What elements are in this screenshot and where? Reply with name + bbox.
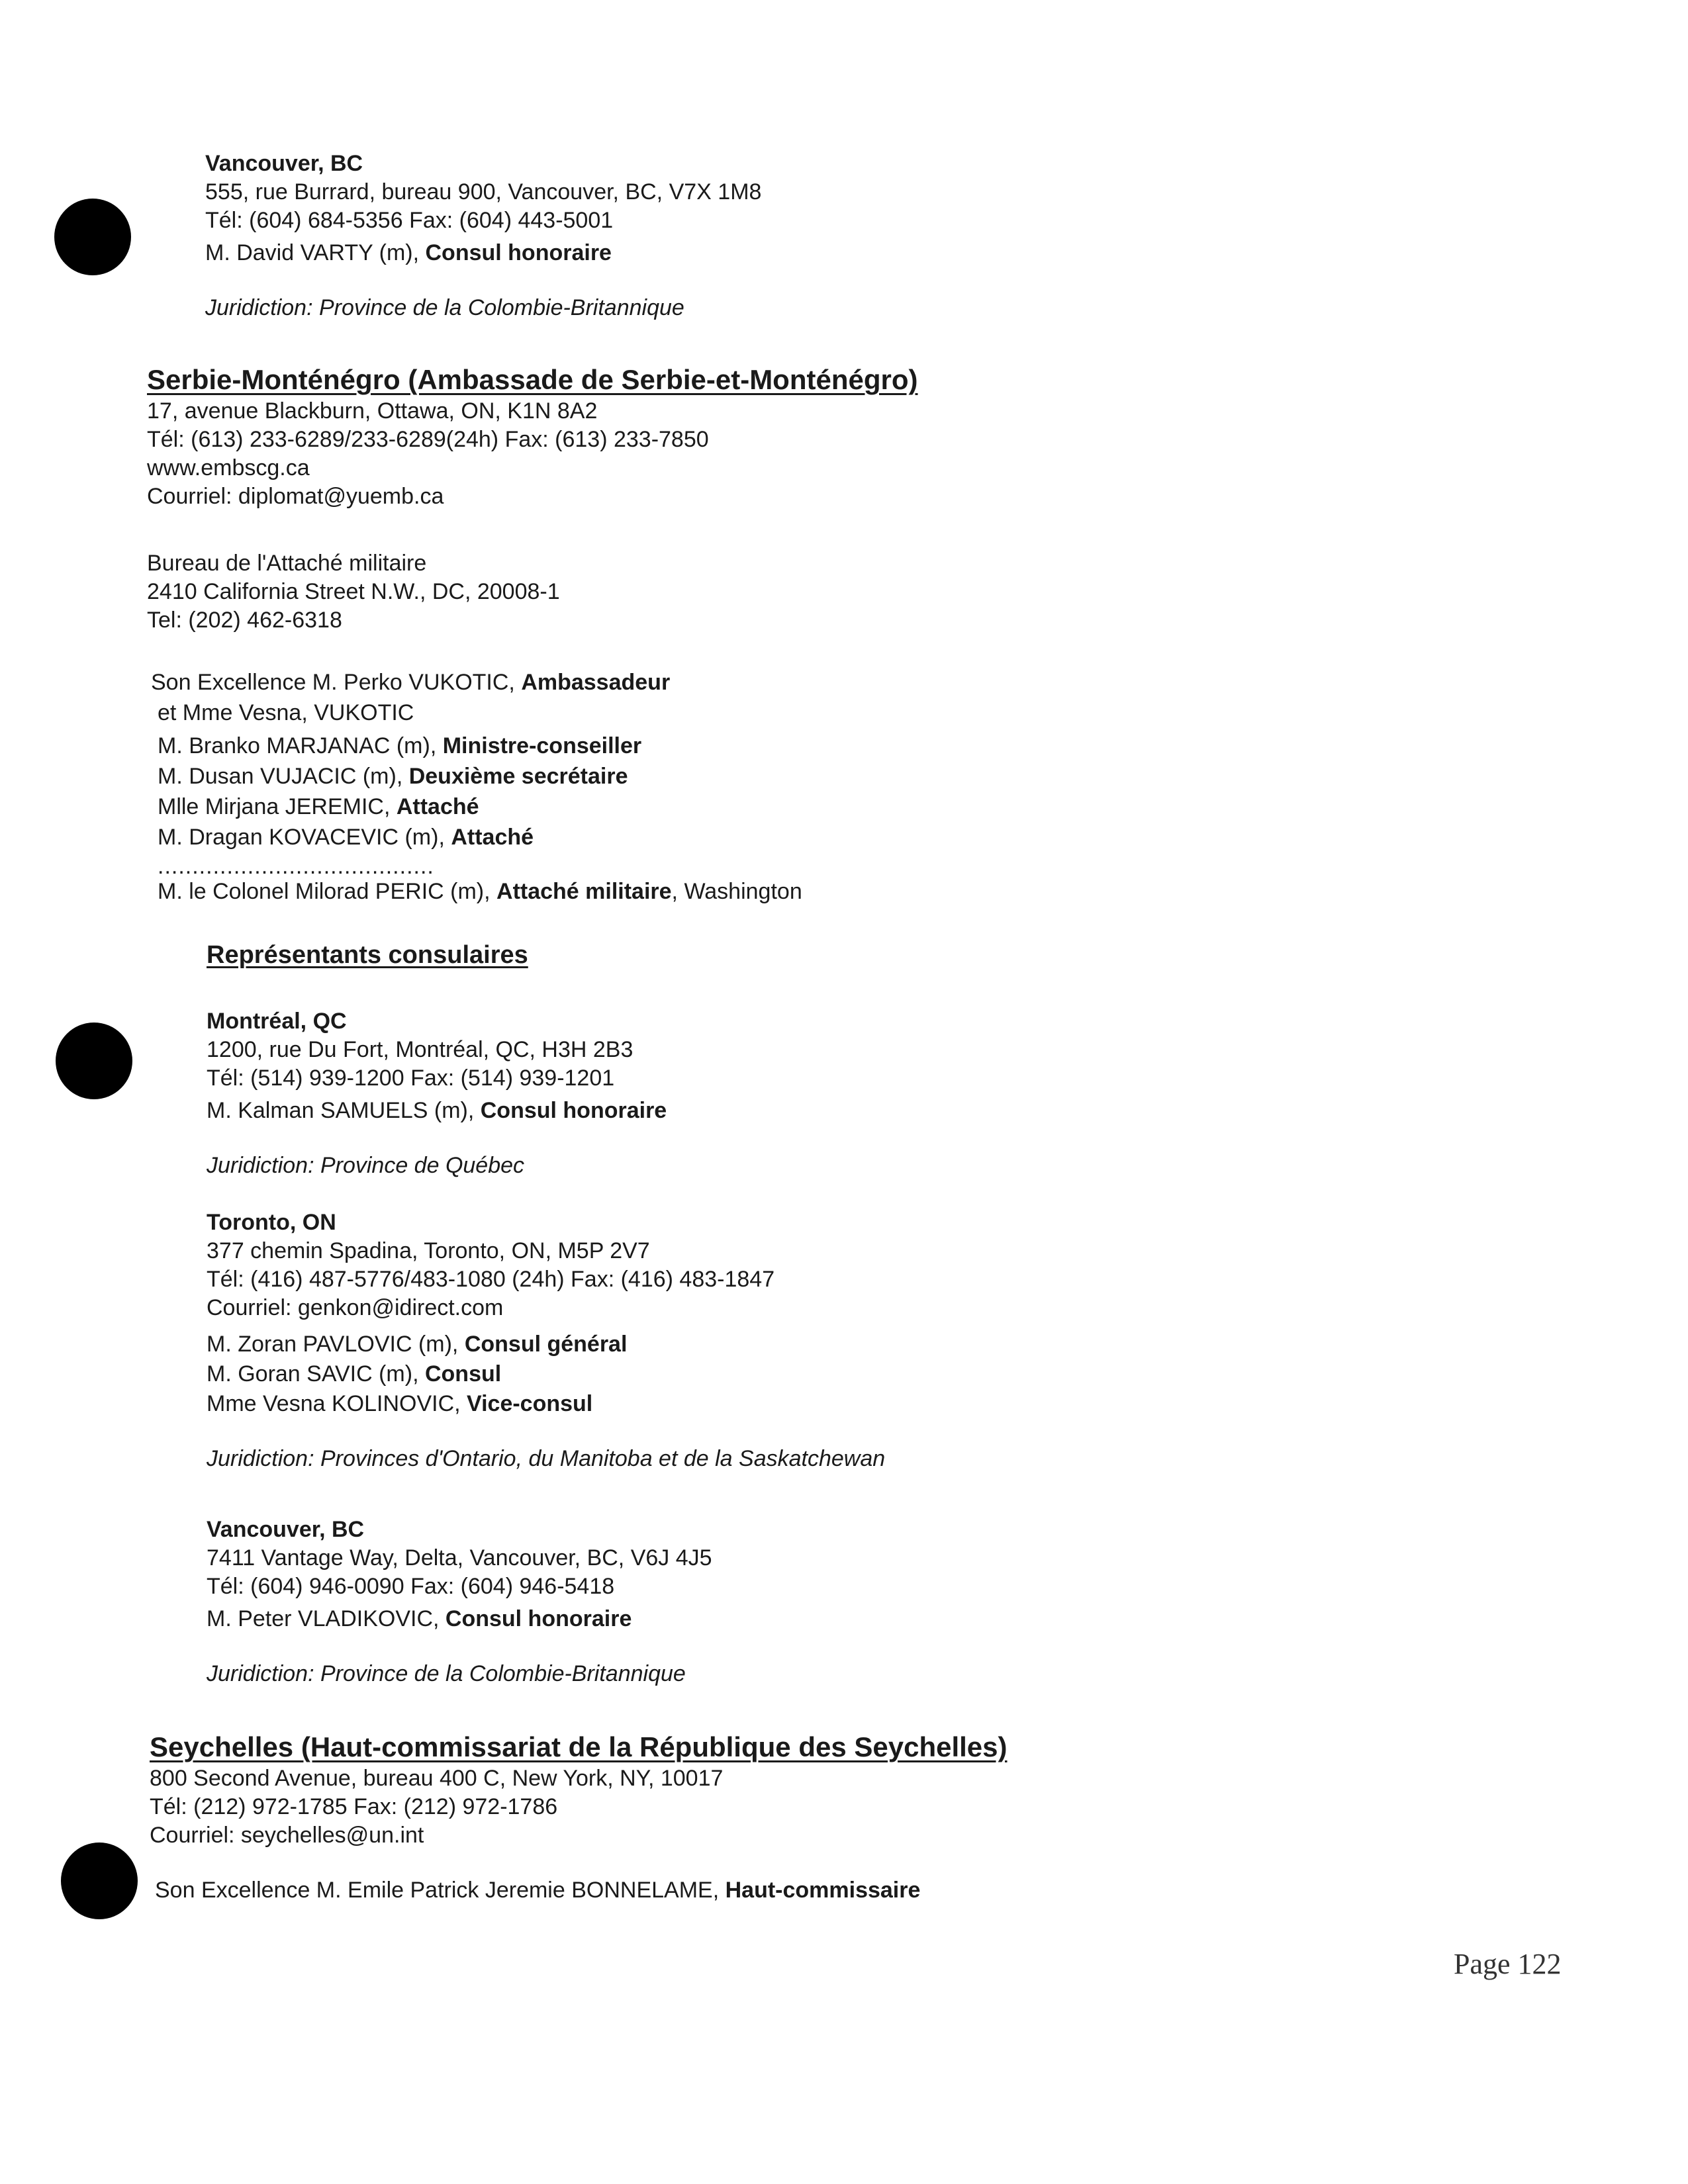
address: 17, avenue Blackburn, Ottawa, ON, K1N 8A2 (147, 398, 598, 424)
jurisdiction: Juridiction: Provinces d'Ontario, du Manitoba et de la Saskatchewan (207, 1446, 886, 1471)
person-title: Consul honoraire (425, 240, 612, 265)
staff-entry (151, 731, 802, 761)
person-entry (207, 1330, 885, 1359)
staff-title: Deuxième secrétaire (408, 764, 628, 789)
person-name: Mme Vesna KOLINOVIC, (207, 1391, 467, 1416)
phone-fax: Tél: (514) 939-1200 Fax: (514) 939-1201 (207, 1066, 615, 1091)
staff-name: et Mme Vesna, VUKOTIC (158, 700, 414, 725)
address: 1200, rue Du Fort, Montréal, QC, H3H 2B3 (207, 1037, 633, 1062)
staff-title: Attaché militaire (496, 879, 672, 904)
military-attache-entry (151, 876, 802, 907)
staff-list (151, 667, 802, 907)
person-title: Consul (424, 1361, 502, 1387)
person-entry (207, 1390, 885, 1418)
address: 377 chemin Spadina, Toronto, ON, M5P 2V7 (207, 1238, 650, 1263)
person-title: Vice-consul (467, 1391, 593, 1416)
punch-hole-bottom (61, 1843, 138, 1919)
staff-entry (151, 667, 802, 698)
military-office (147, 549, 560, 635)
person-entry (207, 1605, 712, 1633)
phone-fax: Tél: (604) 946-0090 Fax: (604) 946-5418 (207, 1574, 615, 1599)
phone-fax: Tél: (604) 684-5356 Fax: (604) 443-5001 (205, 208, 614, 233)
city-heading: Toronto, ON (207, 1210, 336, 1235)
staff-entry (151, 761, 802, 792)
page-number: Page 122 (1454, 1948, 1562, 1980)
phone-fax: Tél: (212) 972-1785 Fax: (212) 972-1786 (150, 1794, 558, 1819)
country-heading: Serbie-Monténégro (Ambassade de Serbie-et-Monténégro) (147, 364, 918, 395)
address: 7411 Vantage Way, Delta, Vancouver, BC, V6J 4J5 (207, 1545, 712, 1570)
person-name: Son Excellence M. Emile Patrick Jeremie BONNELAME, (155, 1878, 726, 1903)
consulate-montreal (207, 1007, 667, 1180)
staff-name: M. le Colonel Milorad PERIC (m), (158, 879, 497, 904)
address: 555, rue Burrard, bureau 900, Vancouver, BC, V7X 1M8 (205, 179, 762, 205)
consular-heading: Représentants consulaires (207, 941, 528, 969)
dotted-separator: ........................................ (158, 854, 434, 879)
staff-name: M. Dusan VUJACIC (m), (158, 764, 409, 789)
staff-name: Mlle Mirjana JEREMIC, (158, 794, 397, 819)
phone: Tel: (202) 462-6318 (147, 608, 342, 633)
punch-hole-middle (56, 1023, 132, 1099)
staff-entry (151, 792, 802, 822)
email: Courriel: seychelles@un.int (150, 1823, 424, 1848)
jurisdiction: Juridiction: Province de la Colombie-Britannique (205, 295, 684, 320)
city-heading: Vancouver, BC (205, 151, 363, 176)
address: 800 Second Avenue, bureau 400 C, New York, NY, 10017 (150, 1766, 724, 1791)
seychelles-section (150, 1730, 1008, 1905)
person-name: M. David VARTY (m), (205, 240, 426, 265)
address: 2410 California Street N.W., DC, 20008-1 (147, 579, 560, 604)
office-title: Bureau de l'Attaché militaire (147, 551, 427, 576)
person-name: M. Peter VLADIKOVIC, (207, 1606, 445, 1631)
country-heading: Seychelles (Haut-commissariat de la République des Seychelles) (150, 1731, 1008, 1762)
staff-title: Attaché (451, 825, 534, 850)
consulate-toronto (207, 1208, 885, 1473)
staff-name: Son Excellence M. Perko VUKOTIC, (151, 670, 522, 695)
person-title: Consul général (464, 1332, 628, 1357)
consulate-vancouver (207, 1516, 712, 1688)
person-title: Consul honoraire (480, 1098, 667, 1123)
person-name: M. Goran SAVIC (m), (207, 1361, 425, 1387)
jurisdiction: Juridiction: Province de la Colombie-Britannique (207, 1661, 686, 1686)
staff-title: Attaché (396, 794, 479, 819)
person-title: Consul honoraire (445, 1606, 632, 1631)
phone-fax: Tél: (416) 487-5776/483-1080 (24h) Fax: (416) 483-1847 (207, 1267, 775, 1292)
staff-entry (151, 822, 802, 852)
jurisdiction: Juridiction: Province de Québec (207, 1153, 525, 1178)
city-heading: Vancouver, BC (207, 1517, 365, 1542)
person-entry (207, 1097, 667, 1125)
person-title: Haut-commissaire (725, 1878, 921, 1903)
person-entry (205, 239, 761, 267)
punch-hole-top (54, 199, 131, 275)
staff-name: M. Branko MARJANAC (m), (158, 733, 443, 758)
staff-name: M. Dragan KOVACEVIC (m), (158, 825, 451, 850)
website: www.embscg.ca (147, 455, 310, 480)
staff-location: , Washington (671, 879, 802, 904)
staff-title: Ministre-conseiller (442, 733, 642, 758)
serbia-section (147, 363, 918, 511)
city-heading: Montréal, QC (207, 1009, 347, 1034)
person-entry (207, 1360, 885, 1388)
phone-fax: Tél: (613) 233-6289/233-6289(24h) Fax: (613) 233-7850 (147, 427, 709, 452)
vancouver-entry-1 (205, 150, 761, 322)
consular-section-heading (207, 940, 528, 970)
email: Courriel: genkon@idirect.com (207, 1295, 504, 1320)
person-name: M. Kalman SAMUELS (m), (207, 1098, 481, 1123)
person-name: M. Zoran PAVLOVIC (m), (207, 1332, 465, 1357)
staff-entry (151, 698, 802, 728)
email: Courriel: diplomat@yuemb.ca (147, 484, 444, 509)
staff-title: Ambassadeur (521, 670, 671, 695)
person-entry (150, 1876, 1008, 1905)
